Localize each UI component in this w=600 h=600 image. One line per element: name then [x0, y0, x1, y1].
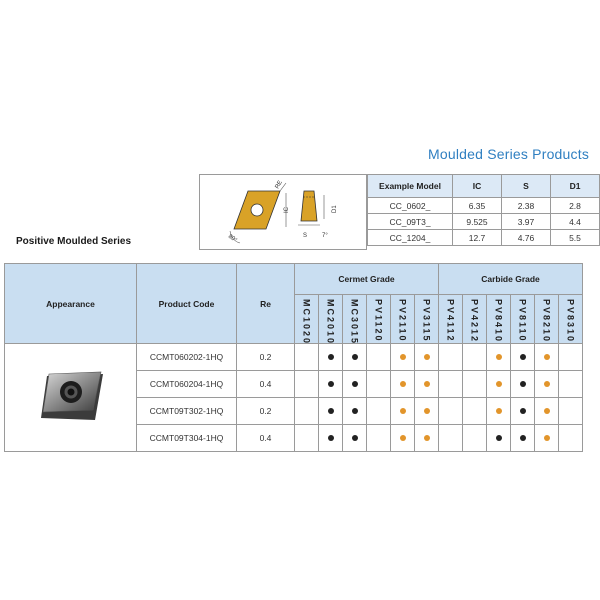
- grade-availability-cell: [367, 398, 391, 425]
- grade-availability-cell: [415, 425, 439, 452]
- grade-availability-cell: [535, 344, 559, 371]
- orange-dot-icon: [424, 354, 430, 360]
- grade-availability-cell: [463, 398, 487, 425]
- black-dot-icon: [520, 354, 526, 360]
- grade-availability-cell: [439, 425, 463, 452]
- grade-availability-cell: [367, 371, 391, 398]
- black-dot-icon: [328, 354, 334, 360]
- orange-dot-icon: [400, 354, 406, 360]
- grade-name: PV4112: [445, 299, 456, 343]
- series-title: Moulded Series Products: [428, 146, 590, 162]
- re-value: 0.2: [237, 344, 295, 371]
- grade-availability-cell: [535, 371, 559, 398]
- appearance-cell: [5, 344, 137, 452]
- product-code: CCMT060204-1HQ: [137, 371, 237, 398]
- example-cell: CC_0602_: [368, 198, 453, 214]
- grade-availability-cell: [511, 344, 535, 371]
- grade-availability-cell: [391, 398, 415, 425]
- grade-availability-cell: [487, 344, 511, 371]
- orange-dot-icon: [400, 435, 406, 441]
- black-dot-icon: [496, 435, 502, 441]
- black-dot-icon: [328, 408, 334, 414]
- grade-availability-cell: [295, 371, 319, 398]
- black-dot-icon: [520, 435, 526, 441]
- grade-availability-cell: [559, 425, 583, 452]
- grade-name: PV4212: [469, 299, 480, 344]
- grade-name: MC1020: [301, 299, 312, 346]
- grade-name: PV8410: [493, 299, 504, 344]
- grade-availability-cell: [391, 344, 415, 371]
- example-header-s: S: [502, 175, 551, 198]
- example-cell: 5.5: [551, 230, 600, 246]
- grade-availability-cell: [439, 344, 463, 371]
- black-dot-icon: [352, 381, 358, 387]
- example-header-d1: D1: [551, 175, 600, 198]
- grade-availability-cell: [415, 344, 439, 371]
- orange-dot-icon: [544, 408, 550, 414]
- example-cell: 2.38: [502, 198, 551, 214]
- grade-availability-cell: [319, 344, 343, 371]
- grade-name: PV3115: [421, 299, 432, 343]
- product-code: CCMT09T302-1HQ: [137, 398, 237, 425]
- grade-header: [463, 295, 487, 344]
- orange-dot-icon: [496, 381, 502, 387]
- orange-dot-icon: [496, 354, 502, 360]
- orange-dot-icon: [424, 381, 430, 387]
- grade-availability-cell: [343, 425, 367, 452]
- black-dot-icon: [352, 354, 358, 360]
- orange-dot-icon: [424, 435, 430, 441]
- example-header-model: Example Model: [368, 175, 453, 198]
- re-value: 0.4: [237, 425, 295, 452]
- black-dot-icon: [328, 381, 334, 387]
- example-cell: CC_1204_: [368, 230, 453, 246]
- re-value: 0.4: [237, 371, 295, 398]
- grade-availability-cell: [319, 398, 343, 425]
- header-product-code: Product Code: [137, 264, 237, 344]
- label-s: S: [303, 233, 308, 239]
- grade-name: MC3015: [349, 299, 360, 346]
- grade-availability-cell: [319, 425, 343, 452]
- grade-name: PV8210: [541, 299, 552, 344]
- grade-header: [295, 295, 319, 344]
- grade-header: [415, 295, 439, 344]
- insert-hole: [251, 204, 263, 216]
- header-cermet-grade: Cermet Grade: [295, 264, 439, 295]
- example-cell: 12.7: [453, 230, 502, 246]
- header-appearance: Appearance: [5, 264, 137, 344]
- grade-availability-cell: [463, 344, 487, 371]
- orange-dot-icon: [544, 354, 550, 360]
- grade-availability-cell: [343, 398, 367, 425]
- grade-header: [319, 295, 343, 344]
- orange-dot-icon: [544, 435, 550, 441]
- example-cell: 9.525: [453, 214, 502, 230]
- grade-availability-cell: [511, 398, 535, 425]
- grade-availability-cell: [367, 344, 391, 371]
- label-angle: 80°: [226, 233, 238, 244]
- grade-availability-cell: [343, 344, 367, 371]
- grade-availability-cell: [535, 425, 559, 452]
- example-cell: CC_09T3_: [368, 214, 453, 230]
- table-row: [5, 344, 583, 371]
- grade-name: PV1120: [373, 299, 384, 343]
- header-carbide-grade: Carbide Grade: [439, 264, 583, 295]
- example-cell: 6.35: [453, 198, 502, 214]
- product-code: CCMT060202-1HQ: [137, 344, 237, 371]
- grade-availability-cell: [295, 398, 319, 425]
- grade-availability-cell: [559, 371, 583, 398]
- example-row: [368, 214, 600, 230]
- grade-availability-cell: [295, 344, 319, 371]
- grade-header: [511, 295, 535, 344]
- grade-availability-cell: [391, 425, 415, 452]
- grade-availability-cell: [511, 425, 535, 452]
- grade-availability-cell: [415, 398, 439, 425]
- grade-availability-cell: [463, 371, 487, 398]
- orange-dot-icon: [544, 381, 550, 387]
- insert-side-view: [301, 191, 317, 221]
- label-d1: D1: [332, 205, 338, 213]
- grade-header: [343, 295, 367, 344]
- grade-availability-cell: [439, 398, 463, 425]
- orange-dot-icon: [400, 408, 406, 414]
- example-header-ic: IC: [453, 175, 502, 198]
- example-cell: 2.8: [551, 198, 600, 214]
- grade-availability-cell: [415, 371, 439, 398]
- black-dot-icon: [352, 435, 358, 441]
- grade-header: [559, 295, 583, 344]
- example-cell: 3.97: [502, 214, 551, 230]
- grade-availability-cell: [319, 371, 343, 398]
- example-cell: 4.4: [551, 214, 600, 230]
- header-re: Re: [237, 264, 295, 344]
- grade-availability-cell: [463, 425, 487, 452]
- grade-availability-cell: [439, 371, 463, 398]
- grade-name: PV8310: [565, 299, 576, 344]
- black-dot-icon: [352, 408, 358, 414]
- grade-availability-cell: [487, 371, 511, 398]
- grade-availability-cell: [367, 425, 391, 452]
- example-row: [368, 198, 600, 214]
- grade-availability-cell: [391, 371, 415, 398]
- orange-dot-icon: [424, 408, 430, 414]
- grade-header: [487, 295, 511, 344]
- example-cell: 4.76: [502, 230, 551, 246]
- grade-name: PV8110: [517, 299, 528, 343]
- product-code: CCMT09T304-1HQ: [137, 425, 237, 452]
- black-dot-icon: [520, 408, 526, 414]
- label-ic: IC: [284, 207, 290, 213]
- grade-availability-cell: [487, 425, 511, 452]
- grade-availability-cell: [559, 344, 583, 371]
- positive-series-title: Positive Moulded Series: [16, 236, 132, 247]
- grade-availability-cell: [343, 371, 367, 398]
- grade-name: MC2010: [325, 299, 336, 346]
- grade-header: [439, 295, 463, 344]
- label-t: 7°: [322, 233, 328, 239]
- re-value: 0.2: [237, 398, 295, 425]
- insert-drawing: [200, 175, 366, 249]
- black-dot-icon: [520, 381, 526, 387]
- orange-dot-icon: [496, 408, 502, 414]
- grade-table: [4, 263, 583, 452]
- example-row: [368, 230, 600, 246]
- grade-availability-cell: [511, 371, 535, 398]
- insert-photo: [37, 368, 105, 426]
- orange-dot-icon: [400, 381, 406, 387]
- black-dot-icon: [328, 435, 334, 441]
- grade-name: PV2110: [397, 299, 408, 343]
- label-re: RE: [274, 179, 284, 190]
- grade-availability-cell: [535, 398, 559, 425]
- grade-availability-cell: [295, 425, 319, 452]
- example-model-table: [367, 174, 600, 246]
- grade-header: [391, 295, 415, 344]
- grade-header: [367, 295, 391, 344]
- grade-availability-cell: [487, 398, 511, 425]
- insert-diagram: [199, 174, 367, 250]
- grade-availability-cell: [559, 398, 583, 425]
- grade-header: [535, 295, 559, 344]
